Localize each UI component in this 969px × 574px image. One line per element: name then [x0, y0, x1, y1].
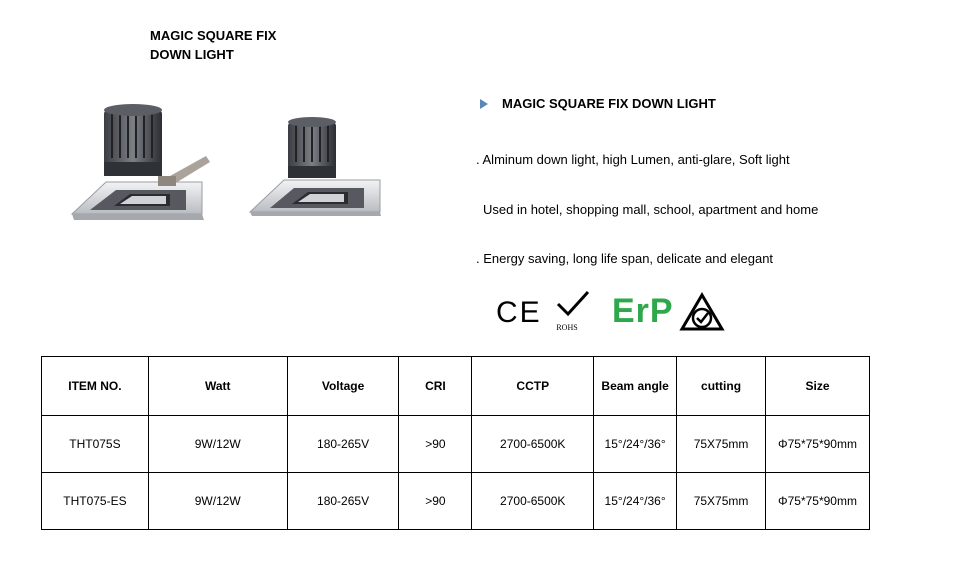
- table-cell: 15°/24°/36°: [594, 473, 677, 530]
- header-cell: ITEM NO.: [42, 357, 149, 416]
- table-cell: Φ75*75*90mm: [766, 416, 870, 473]
- table-row: [42, 473, 870, 530]
- table-cell: 15°/24°/36°: [594, 416, 677, 473]
- table-cell: 2700-6500K: [472, 473, 594, 530]
- header-cell: Voltage: [287, 357, 399, 416]
- product-heading-text: MAGIC SQUARE FIX DOWN LIGHT: [502, 96, 716, 111]
- product-image-small: [248, 116, 384, 220]
- table-cell: THT075-ES: [42, 473, 149, 530]
- table-cell: 9W/12W: [148, 416, 287, 473]
- table-cell: THT075S: [42, 416, 149, 473]
- page-title-line-2: DOWN LIGHT: [150, 47, 234, 62]
- header-cell: Size: [766, 357, 870, 416]
- table-cell: >90: [399, 416, 472, 473]
- header-cell: Watt: [148, 357, 287, 416]
- feature-3: . Energy saving, long life span, delicate and elegant: [476, 251, 774, 266]
- ce-mark-icon: CE: [496, 296, 542, 329]
- table-row: [42, 416, 870, 473]
- header-cell: CRI: [399, 357, 472, 416]
- table-cell: Φ75*75*90mm: [766, 473, 870, 530]
- header-cell: cutting: [677, 357, 766, 416]
- header-cell: Beam angle: [594, 357, 677, 416]
- table-cell: 9W/12W: [148, 473, 287, 530]
- table-cell: 180-265V: [287, 473, 399, 530]
- product-heading: [480, 96, 716, 111]
- rohs-label: ROHS: [556, 323, 578, 332]
- check-icon: [552, 290, 596, 318]
- rcm-mark-icon: [679, 292, 725, 332]
- rohs-mark-icon: [552, 290, 596, 332]
- table-cell: 180-265V: [287, 416, 399, 473]
- erp-mark-icon: ErP: [612, 292, 674, 330]
- feature-2: Used in hotel, shopping mall, school, apartment and home: [483, 202, 819, 217]
- feature-1: . Alminum down light, high Lumen, anti-glare, Soft light: [476, 152, 790, 167]
- page-title: [150, 26, 276, 64]
- table-header-row: [42, 357, 870, 416]
- table-cell: 75X75mm: [677, 416, 766, 473]
- header-cell: CCTP: [472, 357, 594, 416]
- triangle-bullet-icon: [480, 99, 488, 109]
- table-cell: >90: [399, 473, 472, 530]
- table-cell: 75X75mm: [677, 473, 766, 530]
- page-title-line-1: MAGIC SQUARE FIX: [150, 28, 277, 43]
- product-image-large: [66, 96, 216, 226]
- table-cell: 2700-6500K: [472, 416, 594, 473]
- spec-table: [41, 356, 870, 530]
